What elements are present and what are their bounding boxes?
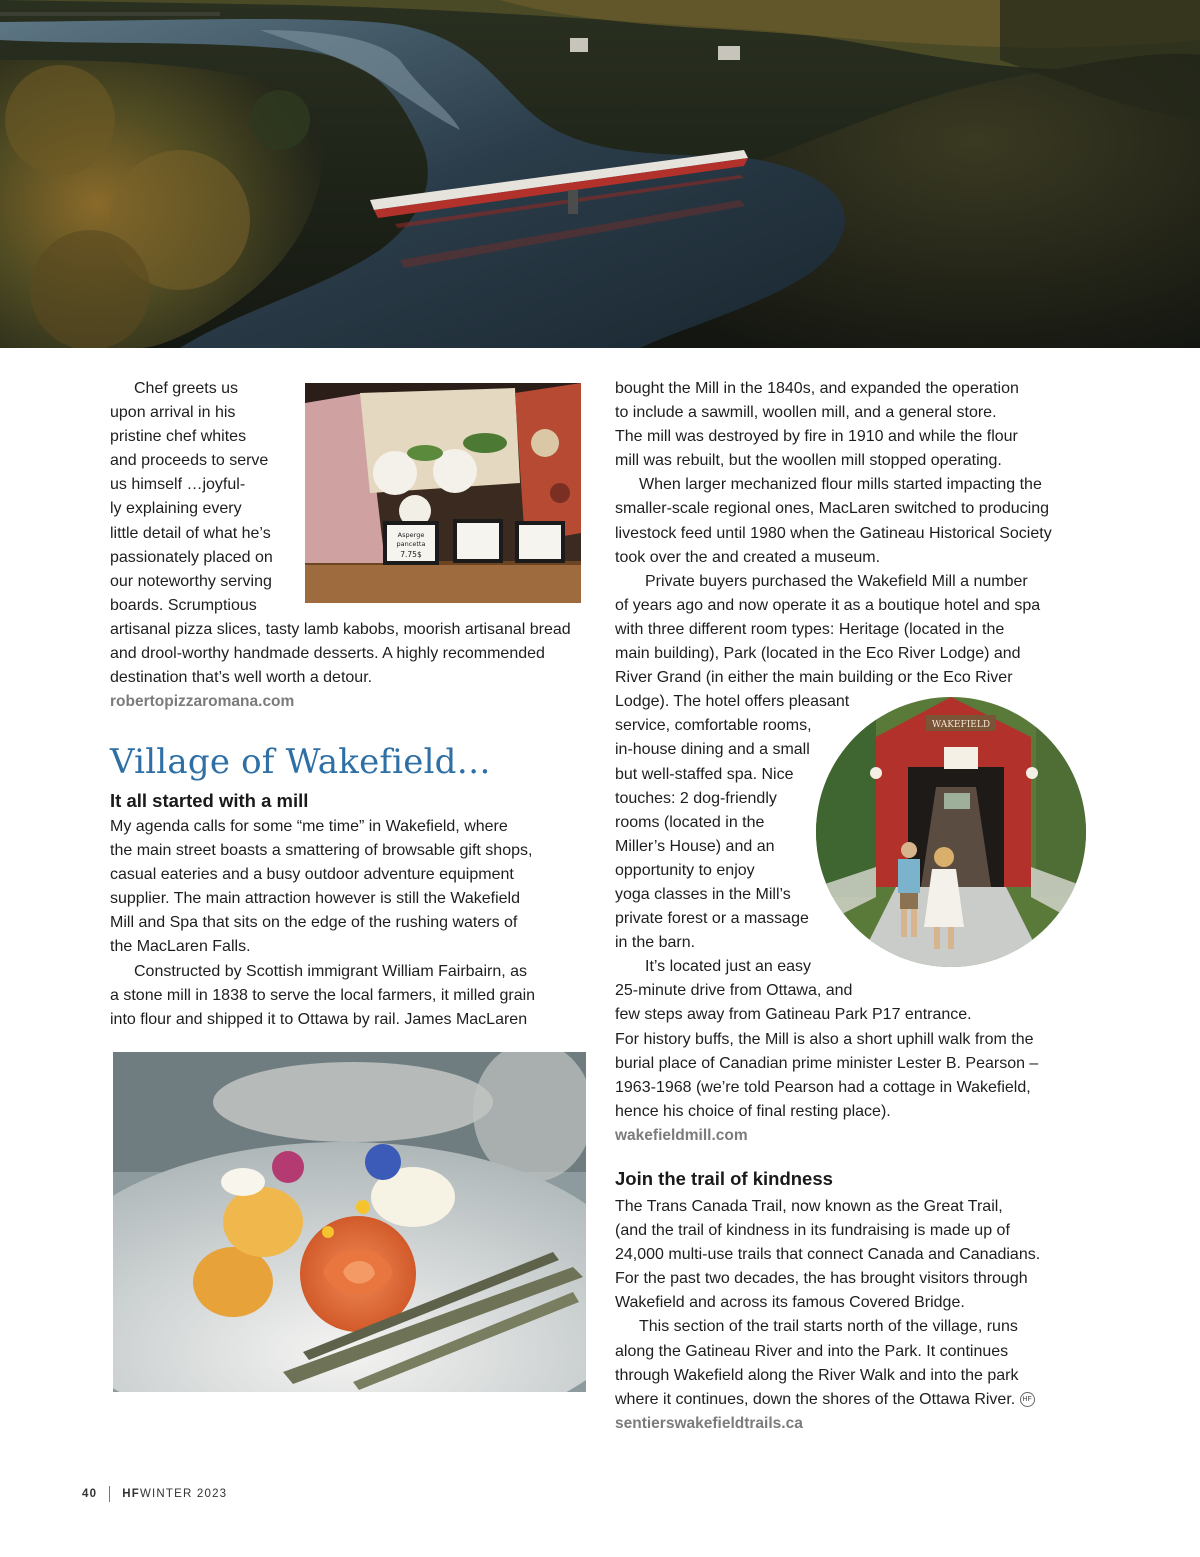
svg-text:Asperge: Asperge [397, 531, 425, 539]
intro-line: and proceeds to serve [110, 452, 269, 470]
page-footer [82, 1486, 227, 1502]
body-line: few steps away from Gatineau Park P17 entrance. [615, 1006, 972, 1024]
trail-text [615, 1195, 1090, 1436]
body-line: When larger mechanized flour mills started impacting the [639, 476, 1042, 494]
intro-line: Chef greets us [134, 380, 239, 397]
body-line: a stone mill in 1838 to serve the local farmers, it milled grain [110, 986, 536, 1004]
hero-aerial-photo [0, 0, 1200, 348]
body-line: took over the and created a museum. [615, 548, 881, 566]
body-line: River Grand (in either the main building or the Eco River [615, 669, 1013, 687]
body-line: along the Gatineau River and into the Park. It continues [615, 1342, 1009, 1360]
intro-line: our noteworthy serving [110, 572, 272, 590]
body-line: Miller’s House) and an [615, 837, 775, 855]
intro-line: and drool-worthy handmade desserts. A highly recommended [110, 645, 545, 663]
body-line: Private buyers purchased the Wakefield Mill a number [645, 572, 1028, 590]
link-trails[interactable]: sentierswakefieldtrails.ca [615, 1414, 803, 1432]
body-line: 25-minute drive from Ottawa, and [615, 982, 853, 1000]
body-line: mill was rebuilt, but the woollen mill stopped operating. [615, 452, 1002, 470]
body-line: For the past two decades, the has brought visitors through [615, 1270, 1028, 1288]
body-line-text: where it continues, down the shores of the Ottawa River. [615, 1390, 1016, 1408]
body-line: The mill was destroyed by fire in 1910 and while the flour [615, 428, 1018, 446]
body-line: Constructed by Scottish immigrant William Fairbairn, as [134, 962, 528, 980]
body-line: For history buffs, the Mill is also a short uphill walk from the [615, 1030, 1034, 1048]
covered-bridge-circle-photo [816, 697, 1086, 967]
issue-name: WINTER 2023 [139, 1488, 228, 1500]
body-line: service, comfortable rooms, [615, 717, 812, 735]
body-line: 1963-1968 (we’re told Pearson had a cottage in Wakefield, [615, 1078, 1031, 1096]
body-line: Mill and Spa that sits on the edge of the rushing waters of [110, 914, 518, 932]
bridge-sign-text: WAKEFIELD [931, 720, 991, 730]
aerial-river-bridge-image [0, 0, 1200, 348]
footer-divider [109, 1486, 110, 1502]
link-wakefieldmill[interactable]: wakefieldmill.com [615, 1126, 748, 1144]
body-line: Lodge). The hotel offers pleasant [615, 693, 850, 711]
body-line: opportunity to enjoy [615, 861, 755, 879]
svg-text:pancetta: pancetta [396, 540, 426, 548]
body-line: This section of the trail starts north of the village, runs [639, 1318, 1018, 1336]
body-line: My agenda calls for some “me time” in Wakefield, where [110, 818, 508, 835]
intro-line: passionately placed on [110, 548, 273, 566]
end-mark-icon: HF [1020, 1392, 1035, 1407]
price-card [383, 521, 439, 565]
body-line: hence his choice of final resting place). [615, 1102, 891, 1120]
body-line: private forest or a massage [615, 910, 809, 928]
salmon-dish-image [113, 1052, 586, 1392]
section-heading: Village of Wakefield… [110, 742, 491, 782]
intro-line: us himself …joyful- [110, 476, 246, 494]
body-line: bought the Mill in the 1840s, and expanded the operation [615, 380, 1019, 397]
body-line: supplier. The main attraction however is still the Wakefield [110, 890, 520, 908]
body-line: with three different room types: Heritage (located in the [615, 620, 1005, 638]
body-line: It’s located just an easy [645, 958, 812, 976]
body-line: but well-staffed spa. Nice [615, 765, 794, 783]
body-line: livestock feed until 1980 when the Gatineau Historical Society [615, 524, 1052, 542]
body-line: (and the trail of kindness in its fundraising is made up of [615, 1222, 1010, 1240]
body-line: smaller-scale regional ones, MacLaren switched to producing [615, 500, 1049, 518]
body-line: The Trans Canada Trail, now known as the Great Trail, [615, 1198, 1003, 1215]
body-line: rooms (located in the [615, 813, 765, 831]
body-line: into flour and shipped it to Ottawa by rail. James MacLaren [110, 1010, 528, 1028]
intro-line: upon arrival in his [110, 404, 236, 422]
body-line: main building), Park (located in the Eco River Lodge) and [615, 645, 1021, 663]
body-line: through Wakefield along the River Walk and into the park [615, 1366, 1019, 1384]
magazine-name: HF [122, 1488, 140, 1500]
body-line: touches: 2 dog-friendly [615, 789, 777, 807]
salmon-plate-photo [113, 1052, 586, 1392]
pizza-image [305, 383, 581, 603]
body-line: the main street boasts a smattering of browsable gift shops, [110, 842, 533, 860]
body-line: 24,000 multi-use trails that connect Canada and Canadians. [615, 1246, 1041, 1264]
body-line [615, 1388, 1090, 1412]
body-line: to include a sawmill, woollen mill, and a general store. [615, 404, 997, 422]
pizza-boards-photo [305, 383, 581, 603]
intro-line: pristine chef whites [110, 428, 247, 446]
body-line: yoga classes in the Mill’s [615, 885, 791, 903]
intro-line: little detail of what he’s [110, 524, 271, 542]
body-line: the MacLaren Falls. [110, 938, 251, 956]
body-line: in-house dining and a small [615, 741, 810, 759]
trail-subheading: Join the trail of kindness [615, 1168, 833, 1189]
svg-text:7.75$: 7.75$ [400, 550, 422, 559]
body-line: of years ago and now operate it as a boutique hotel and spa [615, 596, 1041, 614]
mill-text [110, 815, 590, 1032]
link-roberto[interactable]: robertopizzaromana.com [110, 693, 295, 711]
couple-bridge-image [816, 697, 1086, 967]
body-line: burial place of Canadian prime minister Lester B. Pearson – [615, 1054, 1039, 1072]
intro-line: destination that’s well worth a detour. [110, 669, 373, 687]
section-subheading: It all started with a mill [110, 790, 309, 811]
intro-line: boards. Scrumptious [110, 596, 257, 614]
body-line: casual eateries and a busy outdoor adventure equipment [110, 866, 514, 884]
intro-line: ly explaining every [110, 500, 242, 518]
body-line: in the barn. [615, 934, 696, 952]
body-line: Wakefield and across its famous Covered Bridge. [615, 1294, 965, 1312]
page-number: 40 [82, 1488, 98, 1500]
intro-line: artisanal pizza slices, tasty lamb kabobs, moorish artisanal bread [110, 620, 571, 638]
